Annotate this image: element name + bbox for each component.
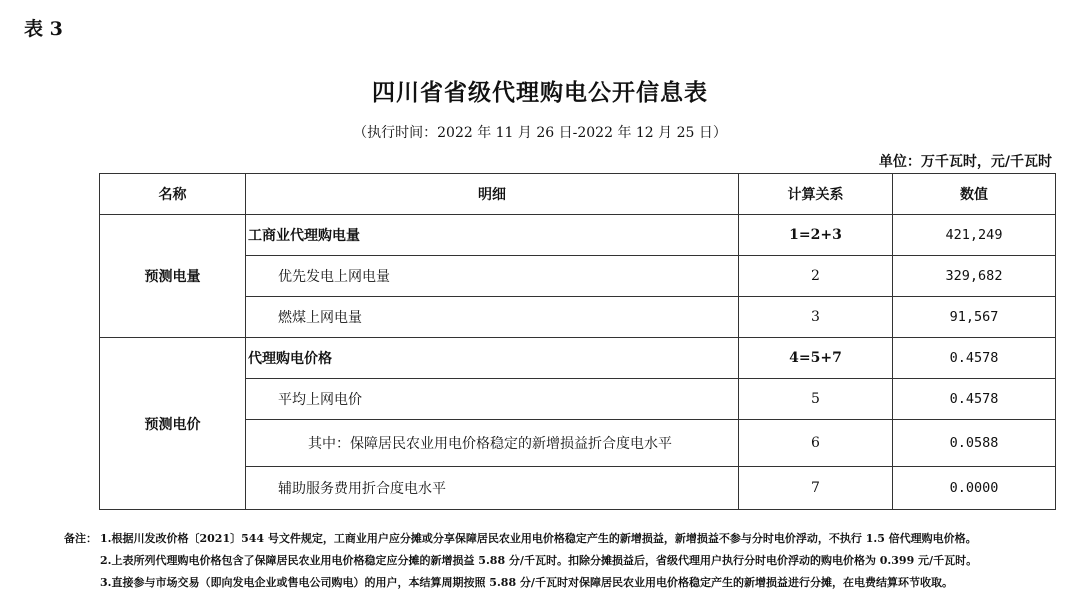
- table-row: [100, 215, 1056, 256]
- header-name: 名称: [100, 174, 246, 215]
- page-title: 四川省省级代理购电公开信息表: [372, 79, 708, 106]
- row-calc: 6: [739, 420, 893, 467]
- note-item: 2.上表所列代理购电价格包含了保障居民农业用电价格稳定应分摊的新增损益 5.88 分/千瓦时。扣除分摊损益后，省级代理用户执行分时电价浮动的购电价格为 0.399 元/千瓦时。: [100, 554, 978, 567]
- header-calc: 计算关系: [739, 174, 893, 215]
- row-calc: 5: [739, 379, 893, 420]
- row-calc: 4=5+7: [739, 338, 893, 379]
- row-value: 0.4578: [893, 379, 1056, 420]
- row-value: 0.4578: [893, 338, 1056, 379]
- table-row: [100, 338, 1056, 379]
- row-value: 91,567: [893, 297, 1056, 338]
- table-header-row: [100, 174, 1056, 215]
- notes: [64, 528, 1064, 594]
- row-calc: 2: [739, 256, 893, 297]
- group-name-volume: 预测电量: [100, 215, 246, 338]
- row-calc: 7: [739, 467, 893, 510]
- row-detail: 其中：保障居民农业用电价格稳定的新增损益折合度电水平: [246, 420, 739, 467]
- note-item: 3.直接参与市场交易（即向发电企业或售电公司购电）的用户，本结算周期按照 5.88 分/千瓦时对保障居民农业用电价格稳定产生的新增损益进行分摊，在电费结算环节收取。: [100, 576, 953, 589]
- execution-period: （执行时间：2022 年 11 月 26 日-2022 年 12 月 25 日）: [353, 125, 727, 141]
- unit-label: 单位：万千瓦时，元/千瓦时: [878, 154, 1052, 170]
- table-number-label: 表 3: [24, 18, 63, 40]
- row-detail: 燃煤上网电量: [246, 297, 739, 338]
- note-item: 备注： 1.根据川发改价格〔2021〕544 号文件规定，工商业用户应分摊或分享保障居民农业用电价格稳定产生的新增损益，新增损益不参与分时电价浮动，不执行 1.5 倍代理购电价格。: [64, 528, 1064, 550]
- row-value: 329,682: [893, 256, 1056, 297]
- row-value: 421,249: [893, 215, 1056, 256]
- row-value: 0.0000: [893, 467, 1056, 510]
- row-detail: 辅助服务费用折合度电水平: [246, 467, 739, 510]
- row-calc: 1=2+3: [739, 215, 893, 256]
- row-detail: 工商业代理购电量: [246, 215, 739, 256]
- row-value: 0.0588: [893, 420, 1056, 467]
- header-value: 数值: [893, 174, 1056, 215]
- row-detail: 平均上网电价: [246, 379, 739, 420]
- row-calc: 3: [739, 297, 893, 338]
- row-detail: 代理购电价格: [246, 338, 739, 379]
- notes-label: 备注：: [64, 532, 97, 545]
- row-detail: 优先发电上网电量: [246, 256, 739, 297]
- group-name-price: 预测电价: [100, 338, 246, 510]
- header-detail: 明细: [246, 174, 739, 215]
- info-table: [99, 173, 1056, 510]
